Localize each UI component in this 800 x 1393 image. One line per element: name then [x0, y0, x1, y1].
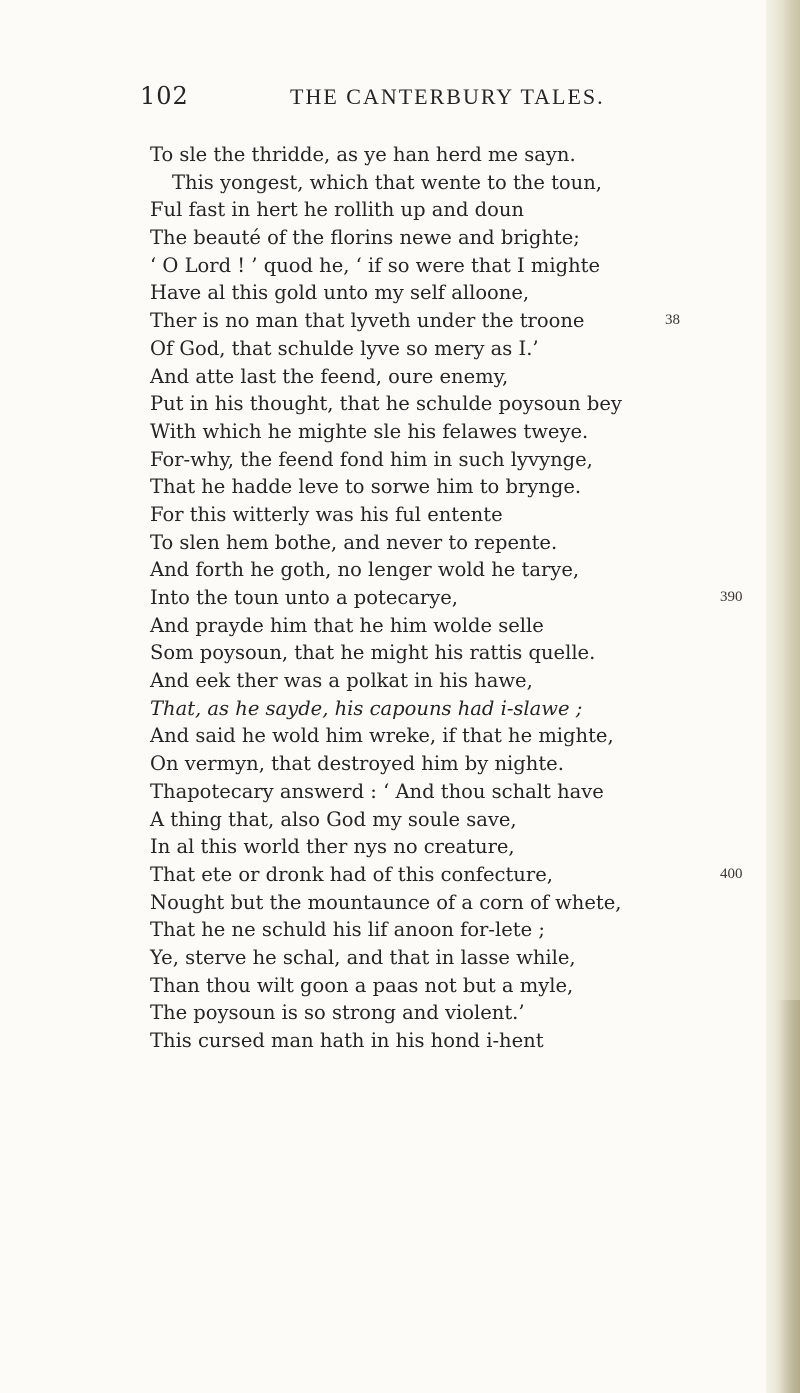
- verse-line: And said he wold him wreke, if that he mighte,: [150, 724, 614, 748]
- verse-line: This cursed man hath in his hond i-hent: [150, 1029, 544, 1052]
- line-number: 38: [665, 312, 680, 329]
- verse-line: And prayde him that he him wolde selle: [150, 613, 544, 637]
- verse-line: That he hadde leve to sorwe him to brynge.: [150, 475, 582, 499]
- verse-line: To slen hem bothe, and never to repente.: [150, 530, 558, 554]
- page-number: 102: [140, 82, 189, 110]
- verse-line: For this witterly was his ful entente: [150, 502, 503, 526]
- verse-line: Ful fast in hert he rollith up and doun: [150, 198, 524, 222]
- verse-line: Than thou wilt goon a paas not but a myle,: [150, 973, 574, 997]
- page-header: [140, 82, 660, 122]
- verse-line: And forth he goth, no lenger wold he tarye,: [150, 558, 580, 582]
- verse-line: A thing that, also God my soule save,: [150, 807, 517, 831]
- verse-line-numbered: [150, 861, 750, 889]
- verse-line: Of God, that schulde lyve so mery as I.’: [150, 336, 539, 360]
- verse-line: Put in his thought, that he schulde poysoun bey: [150, 392, 622, 416]
- verse-line: ‘ O Lord ! ’ quod he, ‘ if so were that I mighte: [150, 253, 601, 277]
- verse-line: With which he mighte sle his felawes tweye.: [150, 419, 589, 443]
- verse-line-text: Into the toun unto a potecarye,: [150, 586, 459, 609]
- verse-line: On vermyn, that destroyed him by nighte.: [150, 752, 564, 776]
- verse-line-text: That ete or dronk had of this confecture,: [150, 862, 553, 886]
- verse-line: Ye, sterve he schal, and that in lasse while,: [150, 945, 576, 969]
- verse-line: And eek ther was a polkat in his hawe,: [150, 669, 533, 693]
- verse-line: Nought but the mountaunce of a corn of whete,: [150, 890, 622, 914]
- verse-line: Som poysoun, that he might his rattis quelle.: [150, 641, 596, 665]
- verse-line-numbered: [150, 307, 750, 335]
- running-title: THE CANTERBURY TALES.: [290, 84, 605, 109]
- verse-text: [150, 141, 750, 1055]
- verse-line: This yongest, which that wente to the toun,: [172, 170, 602, 194]
- verse-line: In al this world ther nys no creature,: [150, 835, 515, 859]
- verse-line: That, as he sayde, his capouns had i-slawe ;: [150, 696, 583, 720]
- verse-line: The beauté of the florins newe and brighte;: [150, 226, 580, 250]
- verse-line: That he ne schuld his lif anoon for-lete ;: [150, 918, 545, 942]
- line-number: 390: [720, 589, 743, 605]
- verse-line: The poysoun is so strong and violent.’: [150, 1001, 525, 1025]
- verse-line: Thapotecary answerd : ‘ And thou schalt have: [150, 779, 604, 803]
- verse-line-text: Ther is no man that lyveth under the troone: [150, 309, 585, 333]
- verse-line: Have al this gold unto my self alloone,: [150, 281, 530, 305]
- line-number: 400: [720, 865, 743, 882]
- verse-line: To sle the thridde, as ye han herd me sayn.: [150, 143, 576, 166]
- verse-line-numbered: [150, 584, 750, 612]
- page-edge-stain: [776, 1000, 800, 1393]
- verse-line: And atte last the feend, oure enemy,: [150, 364, 509, 388]
- verse-line: For-why, the feend fond him in such lyvynge,: [150, 447, 593, 471]
